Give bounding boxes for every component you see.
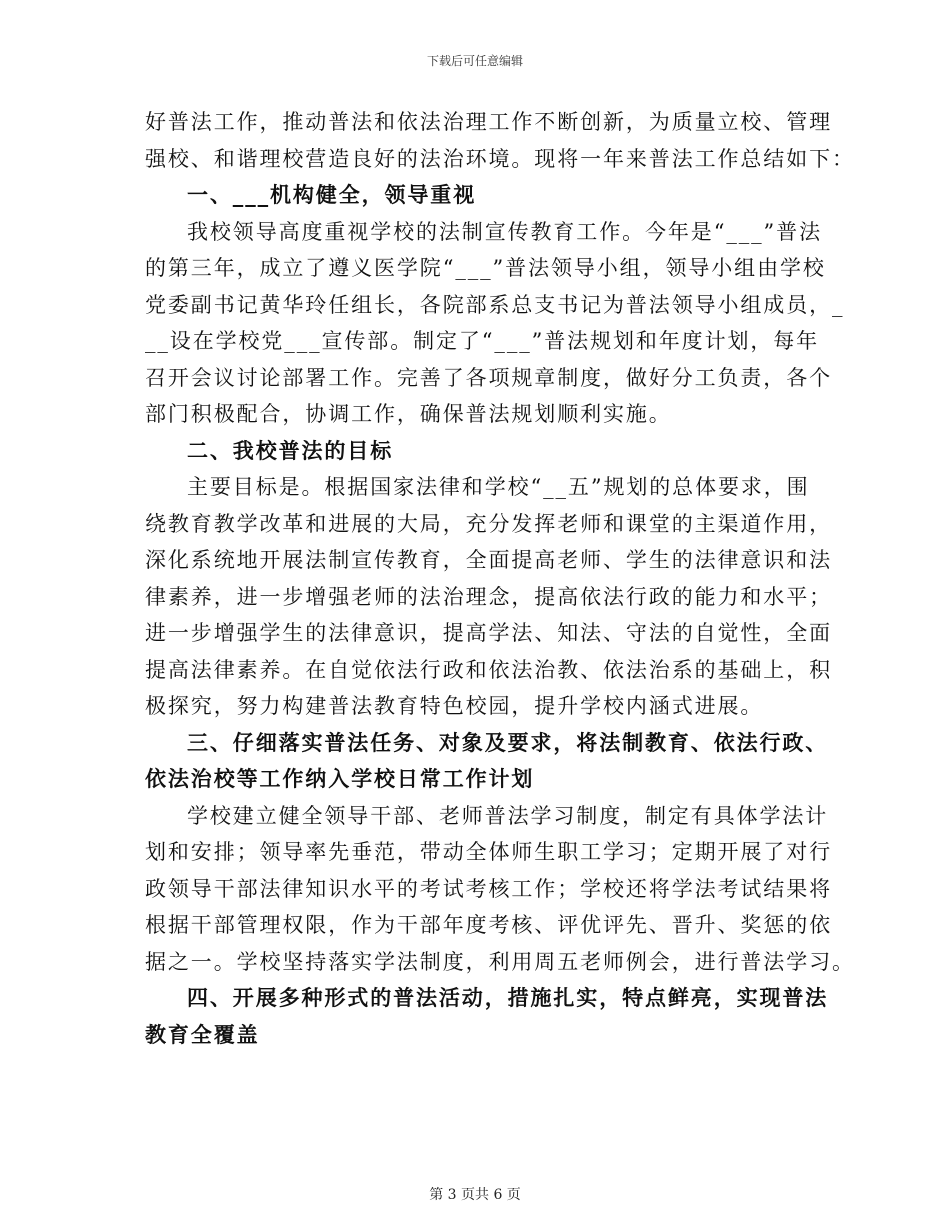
page-number: 第 3 页共 6 页 (429, 1187, 521, 1203)
section-heading-line: 教育全覆盖 (145, 1021, 260, 1047)
paragraph-line: 进一步增强学生的法律意识，提高学法、知法、守法的自觉性，全面 (145, 621, 832, 645)
paragraph-line: 极探究，努力构建普法教育特色校园，提升学校内涵式进展。 (145, 694, 764, 718)
paragraph-line: __设在学校党___宣传部。制定了“___”普法规划和年度计划，每年 (145, 329, 820, 353)
paragraph-line: 绕教育教学改革和进展的大局，充分发挥老师和课堂的主渠道作用， (145, 511, 832, 536)
paragraph-line: 强校、和谐理校营造良好的法治环境。现将一年来普法工作总结如下： (145, 146, 855, 171)
section-heading-line: 四、开展多种形式的普法活动，措施扎实，特点鲜亮，实现普法 (187, 985, 829, 1010)
paragraph-line: 深化系统地开展法制宣传教育，全面提高老师、学生的法律意识和法 (145, 548, 832, 572)
paragraph-line: 部门积极配合，协调工作，确保普法规划顺利实施。 (145, 402, 672, 426)
page-header-note: 下载后可任意编辑 (426, 54, 523, 68)
paragraph-line: 学校建立健全领导干部、老师普法学习制度，制定有具体学法计 (187, 803, 829, 828)
document-body (145, 104, 855, 1053)
paragraph-line: 律素养，进一步增强老师的法治理念，提高依法行政的能力和水平； (145, 584, 832, 609)
paragraph-line: 划和安排；领导率先垂范，带动全体师生职工学习；定期开展了对行 (145, 840, 832, 864)
section-heading-line: 依法治校等工作纳入学校日常工作计划 (145, 766, 535, 791)
paragraph-line: 好普法工作，推动普法和依法治理工作不断创新，为质量立校、管理 (145, 110, 832, 134)
paragraph-line: 召开会议讨论部署工作。完善了各项规章制度，做好分工负责，各个 (145, 365, 832, 390)
paragraph-line: 政领导干部法律知识水平的考试考核工作；学校还将学法考试结果将 (145, 876, 832, 901)
paragraph-line: 据之一。学校坚持落实学法制度，利用周五老师例会，进行普法学习。 (145, 949, 855, 974)
section-heading-line: 三、仔细落实普法任务、对象及要求，将法制教育、依法行政、 (187, 729, 829, 755)
paragraph-line: 主要目标是。根据国家法律和学校“__五”规划的总体要求，围 (187, 475, 810, 499)
paragraph-line: 的第三年，成立了遵义医学院“___”普法领导小组，领导小组由学校 (145, 256, 826, 280)
paragraph-line: 根据干部管理权限，作为干部年度考核、评优评先、晋升、奖惩的依 (145, 913, 832, 937)
paragraph-line: 提高法律素养。在自觉依法行政和依法治教、依法治系的基础上，积 (145, 657, 832, 682)
section-heading-line: 二、我校普法的目标 (187, 437, 394, 463)
section-heading-line: 一、___机构健全，领导重视 (187, 182, 477, 207)
paragraph-line: 我校领导高度重视学校的法制宣传教育工作。今年是“___”普法 (187, 219, 822, 244)
paragraph-line: 党委副书记黄华玲任组长，各院部系总支书记为普法领导小组成员，_ (145, 292, 845, 317)
